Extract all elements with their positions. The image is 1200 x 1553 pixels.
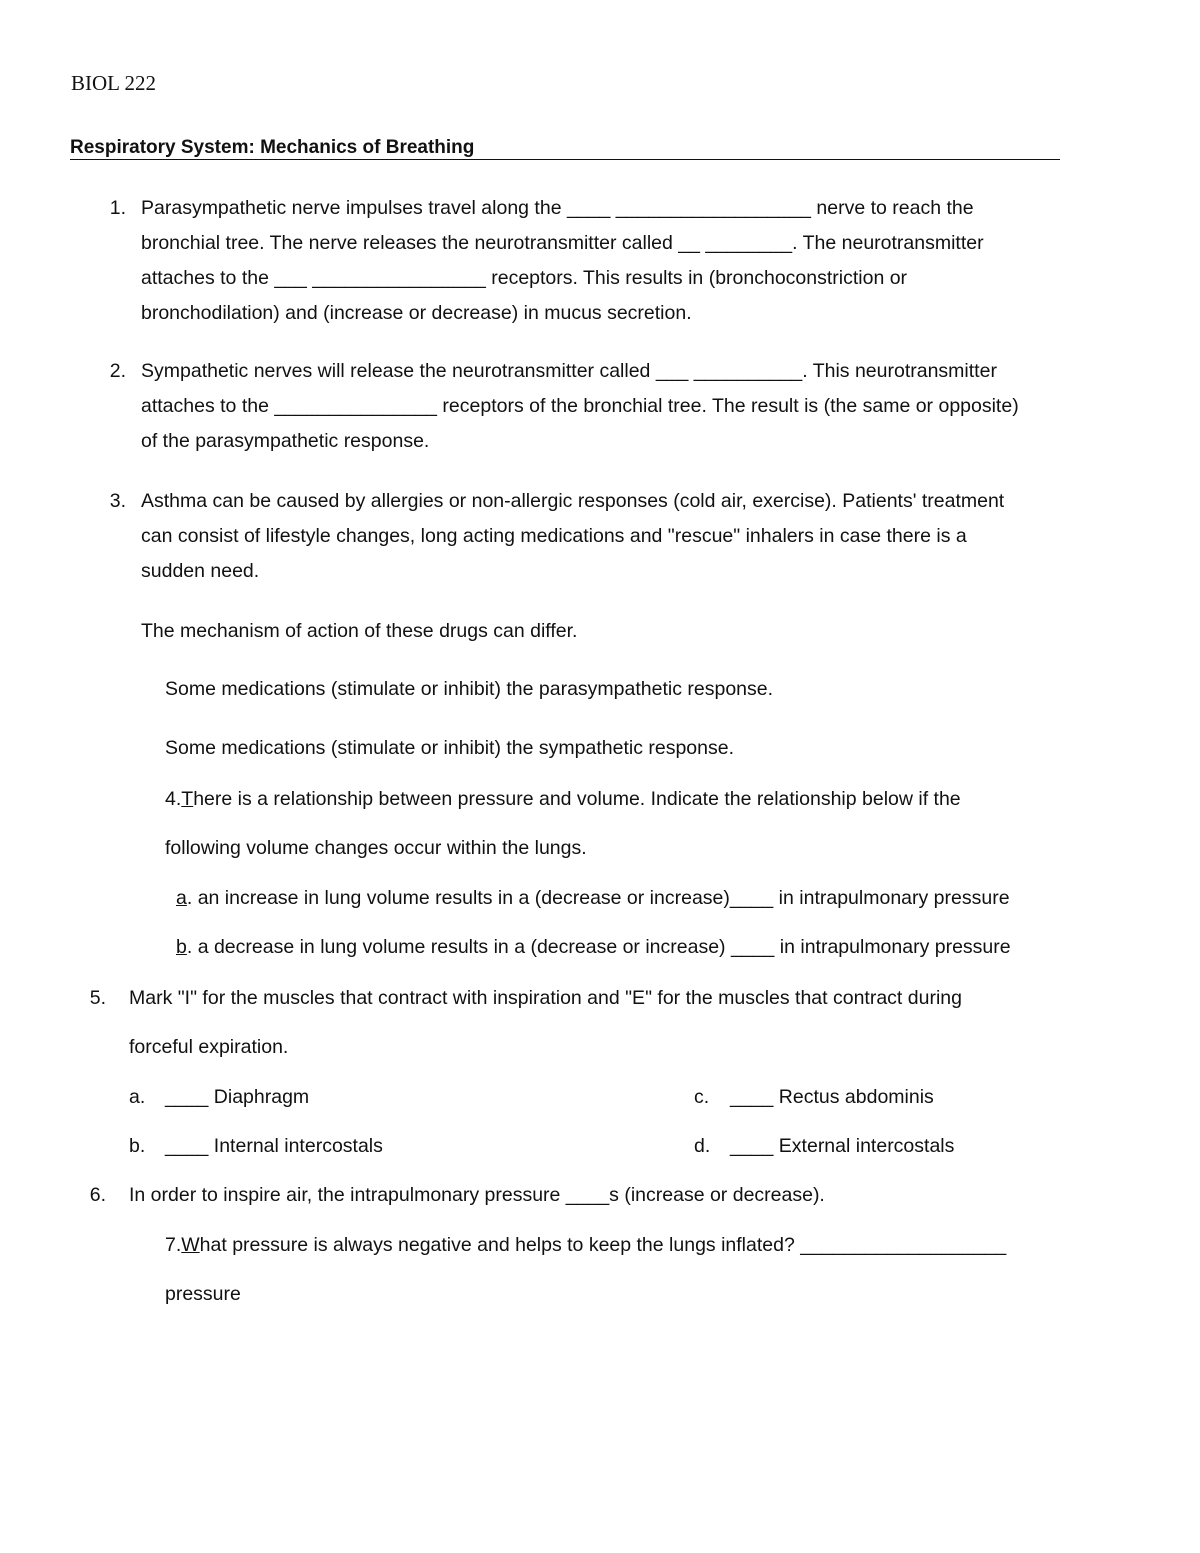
sub-text: . an increase in lung volume results in a (decrease or increase)____ in intrapulmonary pressure (186, 887, 1010, 909)
question-line: pressure (165, 1283, 241, 1305)
muscle-item-letter: c. (694, 1086, 710, 1108)
muscle-item-letter: d. (694, 1135, 711, 1157)
question-line: can consist of lifestyle changes, long acting medications and "rescue" inhalers in case there is a (141, 525, 967, 547)
parasympathetic-medication-line: Some medications (stimulate or inhibit) the parasympathetic response. (165, 678, 774, 700)
muscle-item-text: ____ External intercostals (730, 1135, 955, 1157)
muscle-item-letter: a. (129, 1086, 146, 1108)
muscle-item-text: ____ Rectus abdominis (730, 1086, 934, 1108)
sub-question-a (176, 887, 1010, 910)
question-line: Asthma can be caused by allergies or non-allergic responses (cold air, exercise). Patients' treatment (141, 490, 1005, 512)
question-line: Parasympathetic nerve impulses travel along the ____ __________________ nerve to reach the (141, 197, 974, 219)
question-text: hat pressure is always negative and helps to keep the lungs inflated? ___________________ (199, 1234, 1007, 1256)
sub-letter: b (176, 936, 187, 958)
question-line: sudden need. (141, 560, 260, 582)
question-number: 1. (109, 197, 126, 219)
muscle-item-text: ____ Internal intercostals (165, 1135, 383, 1157)
course-code: BIOL 222 (71, 71, 156, 95)
question-line: following volume changes occur within the lungs. (165, 837, 587, 859)
question-number: 7. (165, 1234, 182, 1256)
underlined-letter: W (181, 1234, 200, 1256)
muscle-item-letter: b. (129, 1135, 146, 1157)
question-line: Sympathetic nerves will release the neurotransmitter called ___ __________. This neurotransmitter (141, 360, 997, 382)
question-line: Mark "I" for the muscles that contract with inspiration and "E" for the muscles that contract during (129, 987, 962, 1009)
question-number: 5. (89, 987, 106, 1009)
question-line (165, 788, 961, 811)
question-line: bronchodilation) and (increase or decrease) in mucus secretion. (141, 302, 692, 324)
question-line: of the parasympathetic response. (141, 430, 430, 452)
question-number: 2. (109, 360, 126, 382)
question-line: attaches to the ___ ________________ receptors. This results in (bronchoconstriction or (141, 267, 908, 289)
question-number: 3. (109, 490, 126, 512)
mechanism-statement: The mechanism of action of these drugs can differ. (141, 620, 578, 642)
question-text: here is a relationship between pressure and volume. Indicate the relationship below if the (193, 788, 961, 810)
question-line: bronchial tree. The nerve releases the neurotransmitter called __ ________. The neurotransmitter (141, 232, 984, 254)
question-number: 6. (89, 1184, 106, 1206)
question-line (165, 1234, 1006, 1257)
sub-text: . a decrease in lung volume results in a (decrease or increase) ____ in intrapulmonary pressure (186, 936, 1011, 958)
muscle-item-text: ____ Diaphragm (165, 1086, 310, 1108)
question-line: attaches to the _______________ receptors of the bronchial tree. The result is (the same or opposite) (141, 395, 1019, 417)
question-number: 4. (165, 788, 182, 810)
page-title: Respiratory System: Mechanics of Breathing (70, 137, 1060, 160)
underlined-letter: T (181, 788, 194, 810)
sub-letter: a (176, 887, 187, 909)
question-line: In order to inspire air, the intrapulmonary pressure ____s (increase or decrease). (129, 1184, 825, 1206)
sympathetic-medication-line: Some medications (stimulate or inhibit) the sympathetic response. (165, 737, 735, 759)
question-line: forceful expiration. (129, 1036, 289, 1058)
sub-question-b (176, 936, 1011, 959)
